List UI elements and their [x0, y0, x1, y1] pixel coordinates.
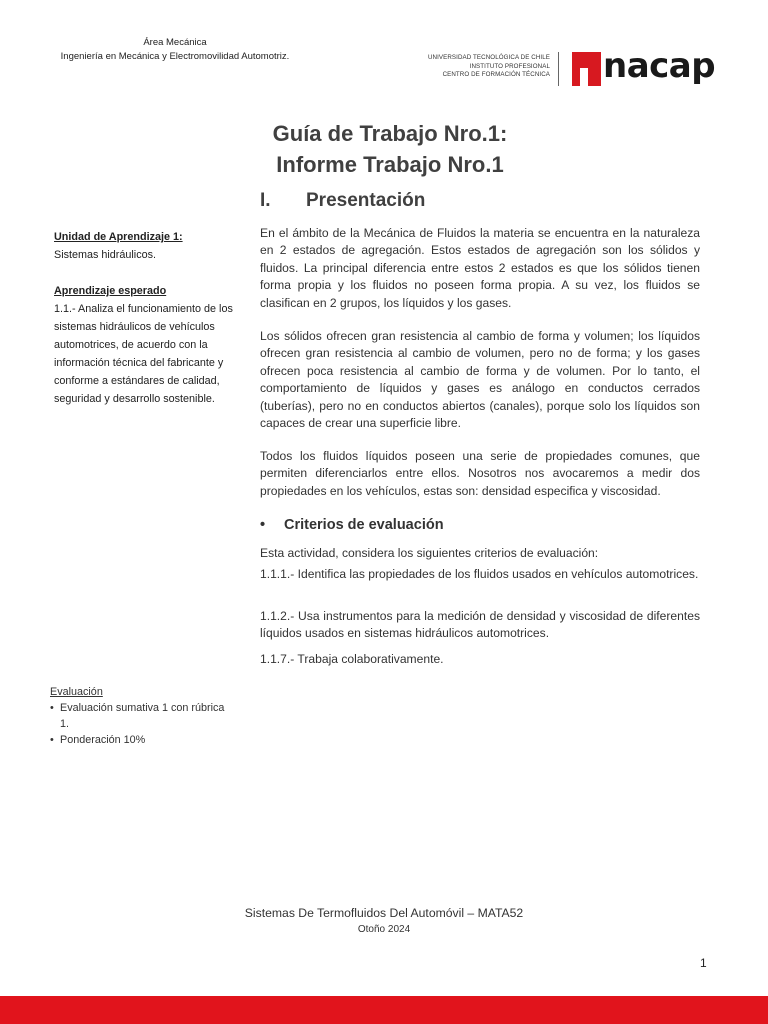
evaluation-block [50, 684, 230, 748]
institution-line: UNIVERSIDAD TECNOLÓGICA DE CHILE [427, 54, 550, 61]
criteria-item: 1.1.7.- Trabaja colaborativamente. [260, 652, 444, 666]
inacap-logo [572, 46, 716, 92]
section-title: Presentación [306, 190, 426, 211]
logo-mark-icon [572, 52, 601, 86]
paragraph: En el ámbito de la Mecánica de Fluidos la materia se encuentra en la naturaleza en 2 estados de agregación. Estos estados de agregación son los sólidos y fluidos. La principal diferencia entre estos 2 estados es que los sólidos tienen forma propia y los fluidos no poseen forma propia. A su vez, los fluidos se clasifican en 2 grupos, los líquidos y los gases. [260, 226, 700, 310]
criteria-item: 1.1.2.- Usa instrumentos para la medición de densidad y viscosidad de diferentes líquidos usados en sistemas hidráulicos automotrices. [260, 609, 700, 641]
header-area [40, 36, 310, 64]
learning-block [54, 282, 234, 408]
list-item: • Evaluación sumativa 1 con rúbrica 1. [50, 700, 230, 732]
title-line-1: Guía de Trabajo Nro.1: [272, 121, 508, 146]
learning-value: 1.1.- Analiza el funcionamiento de los sistemas hidráulicos de vehículos automotrices, de acuerdo con la información técnica del fabricante y conforme a estándares de calidad, seguridad y desarrollo sostenible. [54, 303, 233, 405]
institution-block [428, 54, 550, 80]
course-name: Sistemas De Termofluidos Del Automóvil – MATA52 [244, 906, 524, 920]
criteria-intro: Esta actividad, considera los siguientes criterios de evaluación: [260, 546, 599, 560]
criteria-heading [260, 517, 444, 533]
paragraph: Los sólidos ofrecen gran resistencia al cambio de forma y volumen; los líquidos ofrecen gran resistencia al cambio de volumen, pero no de forma; y los gases ofrecen poca resistencia al cambio de forma y de volumen. Por lo tanto, el comportamiento de líquidos y gases es análogo en conductos cerrados (tuberías), pero no en conductos abiertos (canales), porque solo los líquidos son capaces de crear una superficie libre. [260, 329, 700, 431]
term-label: Otoño 2024 [357, 924, 411, 935]
logo-divider [558, 52, 559, 86]
footer [0, 904, 768, 937]
area-label: Área Mecánica [143, 37, 207, 48]
footer-red-bar [0, 996, 768, 1024]
page-number: 1 [700, 956, 707, 970]
criteria-item: 1.1.1.- Identifica las propiedades de los fluidos usados en vehículos automotrices. [260, 567, 699, 581]
learning-label: Aprendizaje esperado [54, 285, 167, 297]
title-line-2: Informe Trabajo Nro.1 [276, 152, 504, 177]
evaluation-label: Evaluación [50, 686, 103, 698]
section-number: I. [260, 190, 271, 211]
program-label: Ingeniería en Mecánica y Electromovilidad Automotriz. [60, 51, 290, 62]
paragraph: Todos los fluidos líquidos poseen una serie de propiedades comunes, que permiten diferenciarlos entre ellos. Nosotros nos avocaremos a medir dos propiedades en los vehículos, estas son: densidad especifica y viscosidad. [260, 449, 700, 498]
institution-line: INSTITUTO PROFESIONAL [469, 62, 550, 70]
evaluation-list [50, 700, 230, 748]
institution-line: CENTRO DE FORMACIÓN TÉCNICA [442, 71, 550, 79]
page-title [240, 118, 540, 180]
list-item: • Ponderación 10% [50, 732, 230, 748]
criteria-title: Criterios de evaluación [284, 517, 444, 533]
unit-value: Sistemas hidráulicos. [54, 249, 157, 261]
section-heading [260, 190, 425, 212]
logo-wordmark: nacap [603, 46, 716, 86]
bullet-icon: • [260, 517, 266, 533]
unit-block [54, 228, 234, 264]
unit-label: Unidad de Aprendizaje 1: [54, 231, 183, 243]
